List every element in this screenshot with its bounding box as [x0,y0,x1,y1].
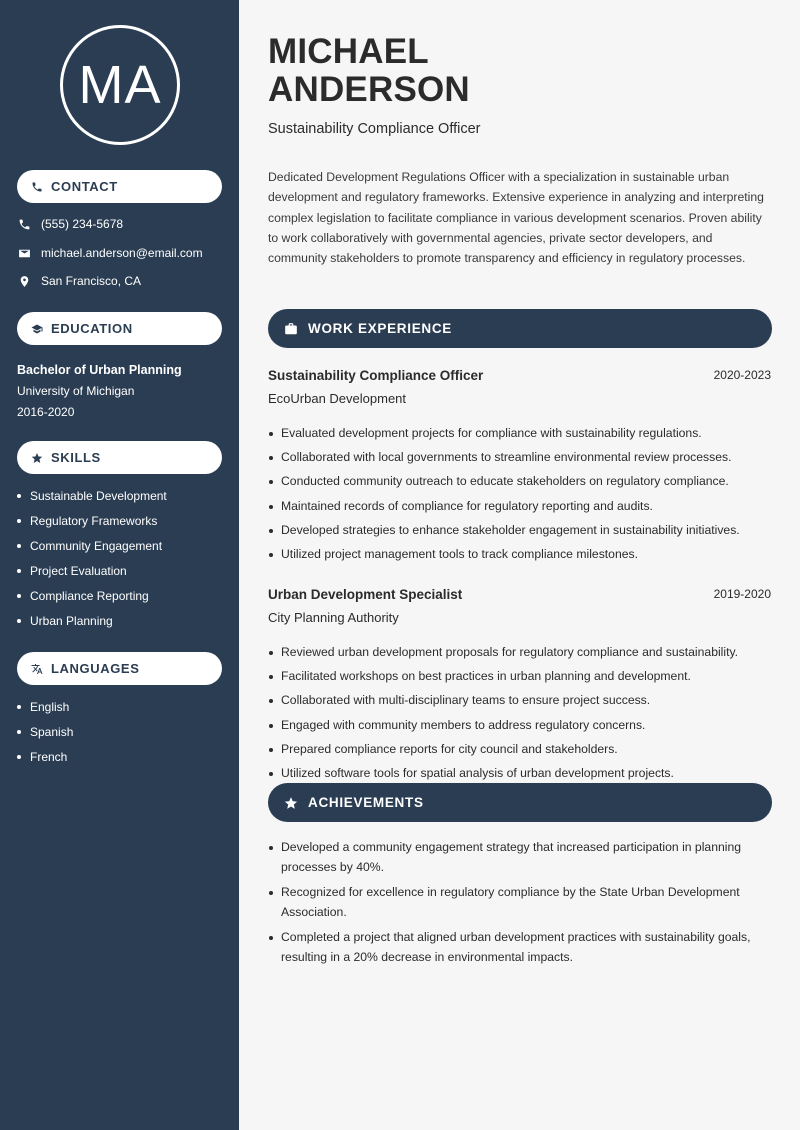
name-first: MICHAEL [268,32,429,71]
languages-heading-label: LANGUAGES [51,661,140,676]
name-last: ANDERSON [268,70,470,109]
achievement-item: Recognized for excellence in regulatory compliance by the State Urban Development Association. [268,883,772,922]
email-text[interactable]: michael.anderson@email.com [41,246,203,260]
responsibility-item: Developed strategies to enhance stakeholder engagement in sustainability initiatives. [268,522,772,546]
job-headline: Sustainability Compliance Officer [268,121,481,137]
responsibility-item: Utilized software tools for spatial analysis of urban development projects. [268,765,772,789]
education-entry [17,360,182,423]
skill-item: Project Evaluation [17,558,167,583]
phone-icon [31,181,43,193]
responsibility-item: Engaged with community members to address regulatory concerns. [268,717,772,741]
monogram-initials: MA [78,55,162,115]
skill-item: Regulatory Frameworks [17,508,167,533]
skill-item: Compliance Reporting [17,583,167,608]
skill-item: Community Engagement [17,533,167,558]
responsibility-item: Collaborated with local governments to streamline environmental review processes. [268,449,772,473]
map-pin-icon [17,274,31,288]
contact-email [17,246,203,260]
responsibility-item: Conducted community outreach to educate stakeholders on regulatory compliance. [268,473,772,497]
education-school: University of Michigan [17,384,135,398]
job-dates: 2019-2020 [713,587,771,601]
education-heading-label: EDUCATION [51,321,133,336]
achievement-item: Developed a community engagement strategy that increased participation in planning processes by 40%. [268,838,772,877]
language-item: French [17,744,73,769]
responsibility-item: Collaborated with multi-disciplinary teams to ensure project success. [268,692,772,716]
responsibility-item: Utilized project management tools to track compliance milestones. [268,546,772,570]
responsibility-item: Reviewed urban development proposals for regulatory compliance and sustainability. [268,644,772,668]
graduation-cap-icon [31,323,43,335]
achievements-label: ACHIEVEMENTS [308,795,424,810]
work-experience-label: WORK EXPERIENCE [308,321,453,336]
contact-location [17,274,141,288]
contact-phone [17,217,123,231]
skill-item: Sustainable Development [17,483,167,508]
skills-heading-label: SKILLS [51,450,101,465]
translate-icon [31,663,43,675]
education-degree: Bachelor of Urban Planning [17,363,182,377]
achievements-heading [268,783,772,822]
envelope-icon [17,246,31,260]
sidebar [0,0,239,1130]
job-dates: 2020-2023 [713,368,771,382]
achievements-list [268,838,772,973]
responsibility-item: Evaluated development projects for compliance with sustainability regulations. [268,425,772,449]
language-item: English [17,694,73,719]
monogram-avatar [60,25,180,145]
achievement-item: Completed a project that aligned urban development practices with sustainability goals, resulting in a 20% decrease in environmental impacts. [268,928,772,967]
job-company: City Planning Authority [268,610,399,625]
skill-item: Urban Planning [17,608,167,633]
skills-list [17,483,167,633]
phone-text[interactable]: (555) 234-5678 [41,217,124,231]
responsibility-item: Facilitated workshops on best practices in urban planning and development. [268,668,772,692]
work-experience-heading [268,309,772,348]
job-responsibilities [268,644,772,789]
star-icon [284,796,298,810]
skills-heading [17,441,222,474]
responsibility-item: Maintained records of compliance for regulatory reporting and audits. [268,498,772,522]
star-icon [31,452,43,464]
contact-heading-label: CONTACT [51,179,118,194]
job-title: Sustainability Compliance Officer [268,368,484,383]
contact-heading [17,170,222,203]
job-company: EcoUrban Development [268,391,407,406]
full-name [268,33,470,109]
languages-list [17,694,73,769]
phone-icon [17,217,31,231]
profile-summary: Dedicated Development Regulations Officer with a specialization in sustainable urban development and regulatory frameworks. Extensive experience in analyzing and interpreting complex legislation to facilitate compliance in various development scenarios. Proven ability to work collaboratively with governmental agencies, private sector developers, and community stakeholders to promote transparency and efficiency in regulatory processes. [268,170,764,266]
location-text: San Francisco, CA [41,274,142,288]
education-heading [17,312,222,345]
languages-heading [17,652,222,685]
language-item: Spanish [17,719,73,744]
education-years: 2016-2020 [17,405,75,419]
job-title: Urban Development Specialist [268,587,463,602]
responsibility-item: Prepared compliance reports for city council and stakeholders. [268,741,772,765]
job-responsibilities [268,425,772,570]
briefcase-icon [284,322,298,336]
